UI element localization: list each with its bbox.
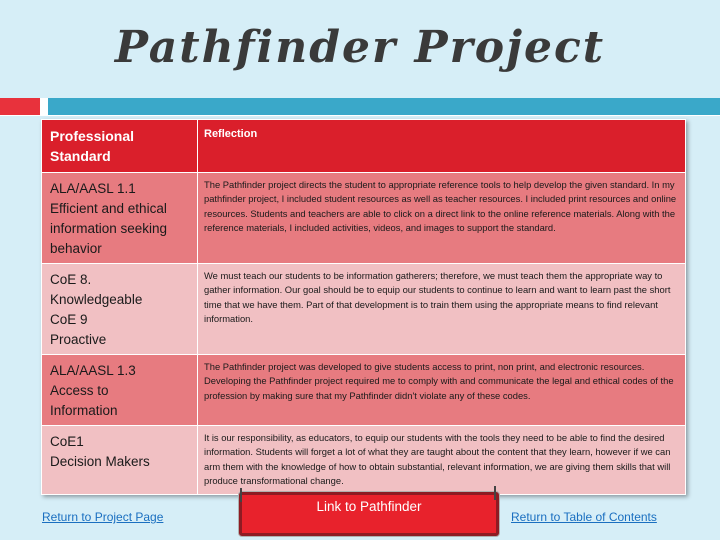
decorative-bar-blue [48, 98, 720, 115]
link-to-pathfinder-label: Link to Pathfinder [316, 499, 422, 514]
standard-line: Information [50, 403, 118, 418]
standard-line: Access to [50, 383, 109, 398]
standard-line: Proactive [50, 332, 107, 347]
decorative-divider [0, 115, 720, 116]
standard-cell [42, 264, 198, 355]
header-professional-standard: Professional Standard [42, 120, 198, 173]
standard-line: information seeking [50, 221, 168, 236]
return-to-project-page-link[interactable]: Return to Project Page [42, 510, 164, 524]
table-header-row [42, 120, 686, 173]
standard-line: CoE1 [50, 434, 84, 449]
standard-line: Efficient and ethical [50, 201, 167, 216]
standard-cell [42, 173, 198, 264]
standard-cell [42, 355, 198, 426]
standard-line: Decision Makers [50, 454, 150, 469]
cursor-marker-right [494, 486, 496, 500]
standard-line: Knowledgeable [50, 292, 143, 307]
reflection-cell: We must teach our students to be information gatherers; therefore, we must teach them the appropriate way to gather information. Our goal should be to equip our students to continue to learn and want to learn past the short time that we have them. Part of that development is to train them using the appropriate means to find relevant information. [198, 264, 686, 355]
return-to-table-of-contents-link[interactable]: Return to Table of Contents [511, 510, 657, 524]
standards-table [41, 119, 686, 495]
link-to-pathfinder-button[interactable] [239, 492, 499, 536]
reflection-cell: The Pathfinder project directs the student to appropriate reference tools to help develop the given standard. In my pathfinder project, I included student resources as well as teacher resources. I included print resources and online resources. Students and teachers are able to click on a direct link to the online reference materials. Along with the reference materials, I included activities, videos, and images to support the standard. [198, 173, 686, 264]
standard-line: CoE 9 [50, 312, 88, 327]
page-title: Pathfinder Project [114, 22, 606, 73]
table-row [42, 264, 686, 355]
standard-line: ALA/AASL 1.1 [50, 181, 136, 196]
standard-cell [42, 426, 198, 495]
reflection-cell: It is our responsibility, as educators, to equip our students with the tools they need to be able to find the desired information. Students will forget a lot of what they are taught about the content that they learn, however if we can arm them with the knowledge of how to obtain substantial, relevant information, we are giving them skills that will produce transformational change. [198, 426, 686, 495]
table-row [42, 426, 686, 495]
header-reflection: Reflection [198, 120, 686, 173]
standard-line: CoE 8. [50, 272, 92, 287]
standard-line: behavior [50, 241, 102, 256]
standard-line: ALA/AASL 1.3 [50, 363, 136, 378]
decorative-bar-gap [40, 98, 48, 115]
reflection-cell: The Pathfinder project was developed to give students access to print, non print, and electronic resources. Developing the Pathfinder project required me to comply with and communicate the legal and ethical codes of the profession by making sure that my Pathfinder didn't violate any of these codes. [198, 355, 686, 426]
table-row [42, 355, 686, 426]
table-row [42, 173, 686, 264]
decorative-bar-red [0, 98, 40, 115]
cursor-marker-left [240, 488, 242, 502]
